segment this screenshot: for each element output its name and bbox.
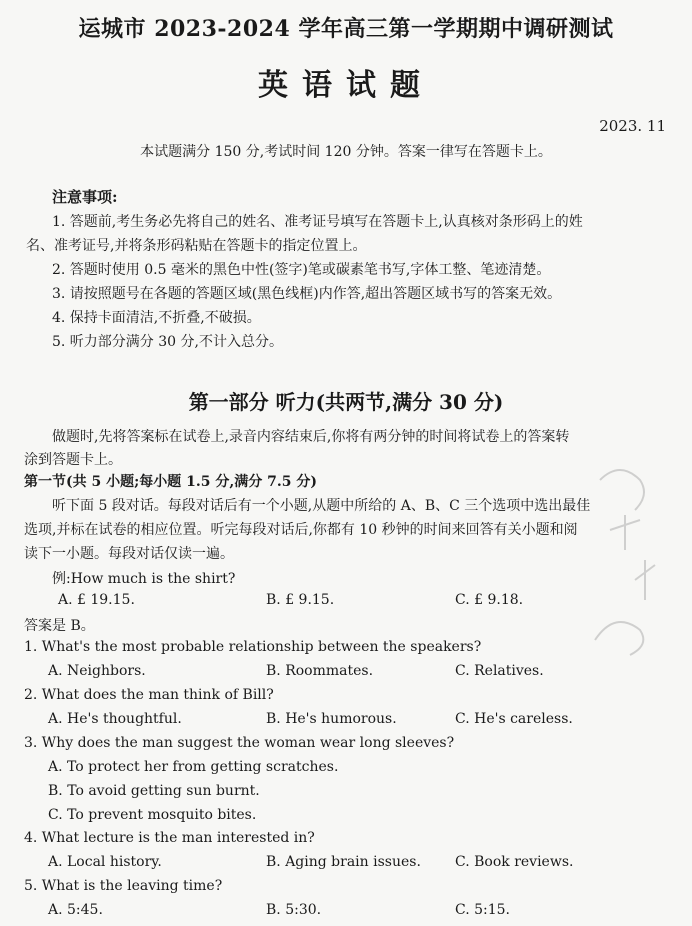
- notice-line: 2. 答题时使用 0.5 毫米的黑色中性(签字)笔或碳素笔书写,字体工整、笔迹清楚。: [52, 262, 551, 278]
- example-answer: 答案是 B。: [24, 618, 95, 634]
- exam-title: 运城市 2023-2024 学年高三第一学期期中调研测试: [78, 16, 614, 42]
- notice-heading: 注意事项:: [52, 188, 118, 206]
- section-line: 听下面 5 段对话。每段对话后有一个小题,从题中所给的 A、B、C 三个选项中选出最佳: [52, 498, 591, 514]
- example-option: B. £ 9.15.: [266, 592, 335, 608]
- option: A. He's thoughtful.: [48, 711, 182, 727]
- option: C. 5:15.: [455, 902, 511, 918]
- notice-line: 5. 听力部分满分 30 分,不计入总分。: [52, 334, 283, 350]
- example-question: 例:How much is the shirt?: [52, 571, 236, 587]
- section-line: 选项,并标在试卷的相应位置。听完每段对话后,你都有 10 秒钟的时间来回答有关小题和阅: [24, 522, 578, 538]
- option: C. He's careless.: [455, 711, 573, 727]
- option: B. Aging brain issues.: [266, 854, 421, 870]
- question: 1. What's the most probable relationship between the speakers?: [24, 639, 482, 655]
- watermark-stamp: [580, 440, 670, 680]
- notice-line: 1. 答题前,考生务必先将自己的姓名、准考证号填写在答题卡上,认真核对条形码上的姓: [52, 214, 583, 230]
- option: B. To avoid getting sun burnt.: [48, 783, 260, 799]
- exam-meta: 本试题满分 150 分,考试时间 120 分钟。答案一律写在答题卡上。: [140, 144, 552, 160]
- intro-line: 涂到答题卡上。: [24, 452, 122, 468]
- option: B. Roommates.: [266, 663, 374, 679]
- option: C. Relatives.: [455, 663, 544, 679]
- option: A. To protect her from getting scratches.: [48, 759, 339, 775]
- question: 3. Why does the man suggest the woman wear long sleeves?: [24, 735, 455, 751]
- option: A. Neighbors.: [48, 663, 146, 679]
- option: B. He's humorous.: [266, 711, 397, 727]
- notice-line: 4. 保持卡面清洁,不折叠,不破损。: [52, 310, 261, 326]
- option: C. To prevent mosquito bites.: [48, 807, 257, 823]
- question: 5. What is the leaving time?: [24, 878, 223, 894]
- question: 2. What does the man think of Bill?: [24, 687, 274, 703]
- option: C. Book reviews.: [455, 854, 574, 870]
- intro-line: 做题时,先将答案标在试卷上,录音内容结束后,你将有两分钟的时间将试卷上的答案转: [52, 429, 570, 445]
- option: B. 5:30.: [266, 902, 322, 918]
- example-option: A. £ 19.15.: [58, 592, 135, 608]
- notice-line: 3. 请按照题号在各题的答题区域(黑色线框)内作答,超出答题区域书写的答案无效。: [52, 286, 562, 302]
- section-line: 读下一小题。每段对话仅读一遍。: [24, 546, 234, 562]
- example-option: C. £ 9.18.: [455, 592, 524, 608]
- subject-title: 英语试题: [258, 68, 434, 103]
- option: A. 5:45.: [48, 902, 103, 918]
- option: A. Local history.: [48, 854, 162, 870]
- question: 4. What lecture is the man interested in?: [24, 830, 315, 846]
- notice-line: 名、准考证号,并将条形码粘贴在答题卡的指定位置上。: [26, 238, 367, 254]
- exam-date: 2023. 11: [599, 117, 666, 135]
- part-heading: 第一部分 听力(共两节,满分 30 分): [188, 390, 504, 414]
- section-heading: 第一节(共 5 小题;每小题 1.5 分,满分 7.5 分): [24, 474, 317, 490]
